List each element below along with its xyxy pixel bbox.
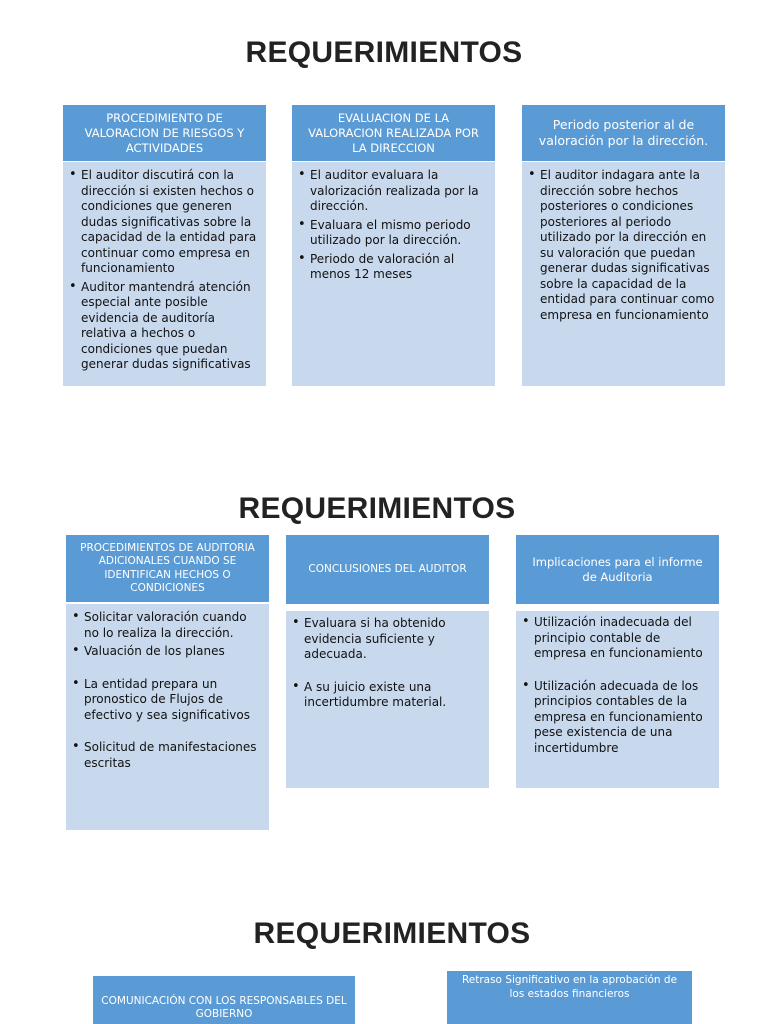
list-item: • Solicitar valoración cuando no lo realiza la dirección. [70, 610, 261, 641]
section-2-title: REQUERIMIENTOS [238, 492, 516, 525]
card-management-evaluation-header: EVALUACION DE LA VALORACION REALIZADA POR LA DIRECCION [292, 105, 495, 161]
card-subsequent-period-header: Periodo posterior al de valoración por la dirección. [522, 105, 725, 161]
list-item: • Auditor mantendrá atención especial ante posible evidencia de auditoría relativa a hechos o condiciones que puedan generar dudas significativas [67, 280, 258, 373]
card-auditor-conclusions-header: CONCLUSIONES DEL AUDITOR [286, 535, 489, 604]
list-item: • El auditor indagara ante la dirección sobre hechos posteriores o condiciones posteriores al periodo utilizado por la dirección en su valoración que puedan generar dudas significativas sobre la capacidad de la entidad para continuar como empresa en funcionamiento [526, 168, 717, 323]
list-item: • A su juicio existe una incertidumbre material. [290, 680, 481, 711]
list-item: • La entidad prepara un pronostico de Flujos de efectivo y sea significativos [70, 677, 261, 724]
card-risk-assessment-body [63, 162, 266, 386]
list-item: • Solicitud de manifestaciones escritas [70, 740, 261, 771]
list-item: • Evaluara el mismo periodo utilizado por la dirección. [296, 218, 487, 249]
card-financial-statements-delay-header: Retraso Significativo en la aprobación de los estados financieros [447, 971, 692, 1024]
card-report-implications-body [516, 611, 719, 788]
section-3-title: REQUERIMIENTOS [253, 917, 531, 950]
card-additional-procedures-header: PROCEDIMIENTOS DE AUDITORIA ADICIONALES CUANDO SE IDENTIFICAN HECHOS O CONDICIONES [66, 535, 269, 602]
list-item: • El auditor discutirá con la dirección si existen hechos o condiciones que generen dudas significativas sobre la capacidad de la entidad para continuar como empresa en funcionamiento [67, 168, 258, 277]
card-subsequent-period-body [522, 162, 725, 386]
list-item: • Valuación de los planes [70, 644, 261, 660]
section-1-title: REQUERIMIENTOS [245, 36, 523, 69]
card-governance-communication-header: COMUNICACIÓN CON LOS RESPONSABLES DEL GOBIERNO [93, 976, 355, 1024]
list-item: • Periodo de valoración al menos 12 meses [296, 252, 487, 283]
list-item: • Utilización adecuada de los principios contables de la empresa en funcionamiento pese existencia de una incertidumbre [520, 679, 711, 757]
list-item: • El auditor evaluara la valorización realizada por la dirección. [296, 168, 487, 215]
card-report-implications-header: Implicaciones para el informe de Auditoria [516, 535, 719, 604]
card-additional-procedures-body [66, 604, 269, 830]
list-item: • Utilización inadecuada del principio contable de empresa en funcionamiento [520, 615, 711, 662]
list-item: • Evaluara si ha obtenido evidencia suficiente y adecuada. [290, 616, 481, 663]
card-auditor-conclusions-body [286, 611, 489, 788]
card-management-evaluation-body [292, 162, 495, 386]
card-risk-assessment-header: PROCEDIMIENTO DE VALORACION DE RIESGOS Y ACTIVIDADES [63, 105, 266, 161]
